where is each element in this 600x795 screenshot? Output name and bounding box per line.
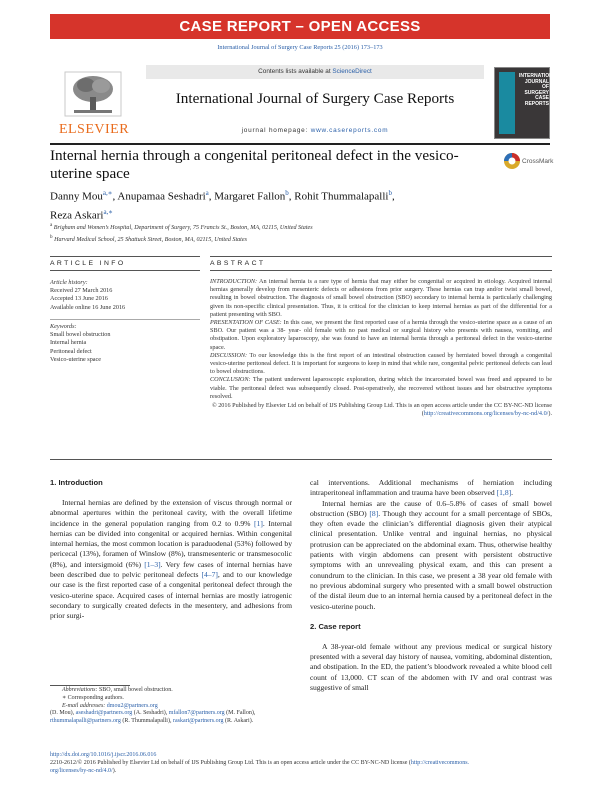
article-history [50, 279, 200, 312]
affiliation [50, 221, 550, 233]
abstract-bottom-rule [50, 459, 552, 460]
crossmark-label: CrossMark [522, 158, 554, 165]
cover-accent-bar [499, 72, 515, 134]
keyword: Peritoneal defect [50, 347, 92, 355]
paragraph-text: cal interventions. Additional mechanisms of herniation including intraperitoneal inflammation and trauma have been observed [310, 478, 552, 498]
keywords-rule [50, 319, 200, 320]
author-list: Danny Mou$^{a,∗}$, Anupamaa Seshadri$^a$, Margaret Fallon$^b$, Rohit Thummalapalli$^b$, Reza Askari$^{a,∗}$ [50, 189, 395, 222]
journal-cover-thumbnail[interactable] [494, 67, 560, 139]
citation-link[interactable]: [1] [254, 518, 263, 528]
abstract-presentation [210, 319, 552, 352]
section-heading-introduction: 1. Introduction [50, 478, 103, 487]
citation-link[interactable]: [1–3] [144, 559, 161, 569]
article-info-top-rule [50, 256, 200, 257]
contents-band [146, 65, 484, 79]
author-affiliation-mark[interactable]: a,∗ [103, 207, 114, 216]
issn-line [50, 760, 550, 768]
article-title: Internal hernia through a congenital peritoneal defect in the vesico-uterine space [50, 147, 459, 182]
author-affiliation-mark[interactable]: a [205, 189, 209, 197]
author-affiliation-mark[interactable]: b [285, 189, 289, 197]
paragraph-text: Internal hernias are the cause of 0.6–5.8% of cases of small bowel obstruction (SBO) [310, 498, 552, 518]
continued-paragraph [310, 478, 552, 499]
email-link[interactable]: mfallon7@partners.org [168, 710, 225, 717]
right-column [310, 478, 552, 693]
journal-homepage [146, 127, 484, 134]
homepage-link[interactable]: www.casereports.com [310, 127, 389, 134]
email-owner: (D. Mou), [50, 710, 76, 717]
abstract-label: CONCLUSION: [210, 376, 251, 384]
journal-title: International Journal of Surgery Case Reports [175, 90, 455, 107]
cover-line: CASE [535, 95, 549, 102]
homepage-prefix: journal homepage: [241, 127, 311, 134]
case-report-banner: CASE REPORT – OPEN ACCESS [50, 14, 550, 39]
abbreviations-label: Abbreviations: [62, 687, 98, 693]
affiliation-mark: a [50, 222, 53, 228]
footnote-rule [50, 685, 130, 686]
abstract-conclusion [210, 376, 552, 401]
license-link[interactable]: org/licenses/by-nc-nd/4.0/ [50, 767, 113, 774]
email-owner: (R. Thummalapalli), [120, 718, 173, 725]
sciencedirect-link[interactable]: ScienceDirect [332, 68, 372, 75]
contents-prefix: Contents lists available at [258, 68, 333, 75]
cover-line: SURGERY [524, 89, 549, 96]
license-link[interactable]: http://creativecommons.org/licenses/by-nc-nd/4.0/ [423, 410, 549, 418]
abstract-text: To our knowledge this is the first report of an intestinal obstruction caused by herniated bowel through a congenital vesico-uterine peritoneal defect. It is important for surgeons to keep in mind that while rare, congenital pelvic peritoneal defects can lead to bowel obstructions. [210, 351, 552, 376]
license-link[interactable]: http://creativecommons. [410, 759, 470, 766]
abstract-text: An internal hernia is a rare type of hernia that may either be congenital or acquired in etiology. Acquired internal hernias generally develop from mesenteric defects or adhesions from prior surgery. These hernias can trap and/or twist small bowel, resulting in bowel obstruction. The diagnosis of small bowel obstruction (SBO) secondary to internal hernia is particularly challenging given its non-specific clinical presentation. Thus, it is critical for the clinician to keep internal hernias as part of the differential for a patient presenting with SBO. [210, 278, 552, 318]
keyword: Vesico-uterine space [50, 355, 102, 363]
abstract-top-rule [210, 256, 552, 257]
author-name[interactable]: Danny Mou [50, 190, 103, 203]
crossmark-badge[interactable] [503, 150, 553, 180]
author-name[interactable]: Rohit Thummalapalli [294, 190, 389, 203]
affiliation-text: Brigham and Women’s Hospital, Department of Surgery, 75 Francis St., Boston, MA, 02115, United States [53, 225, 313, 232]
article-info-heading: ARTICLE INFO [50, 260, 126, 267]
email-link[interactable]: dmou2@partners.org [106, 702, 158, 709]
history-label: Article history: [50, 279, 88, 286]
affiliations [50, 221, 550, 245]
author-affiliation-mark[interactable]: a,∗ [102, 189, 113, 197]
intro-paragraph [50, 498, 292, 622]
history-entry: Available online 16 June 2016 [50, 303, 126, 311]
abstract-body [210, 278, 552, 418]
crossmark-icon [503, 150, 553, 180]
corresponding-note: ∗ Corresponding authors. [62, 694, 124, 701]
issn-text: 2210-2612/© 2016 Published by Elsevier Ltd on behalf of IJS Publishing Group Ltd. This is an open access article under the CC BY-NC-ND license ( [50, 759, 411, 766]
license-text: © 2016 Published by Elsevier Ltd on behalf of IJS Publishing Group Ltd. This is an open access article under the CC BY-NC-ND license ( [211, 402, 552, 418]
journal-header [50, 63, 560, 143]
email-line [50, 718, 292, 726]
keyword: Small bowel obstruction [50, 331, 111, 339]
email-owner: (M. Fallon), [224, 710, 256, 717]
elsevier-logo[interactable] [50, 69, 138, 137]
abstract-text: In this case, we present the first reported case of a hernia through the vesico-uterine space as a cause of an SBO. Our patient was a 38- year- old female with no past medical or surgical history who presents with nausea, vomiting, and obstipation. Upon exploratory laparoscopy, she was found to have an internal hernia through a peritoneal defect in the vesico-uterine space. [210, 319, 553, 351]
history-entry: Received 27 March 2016 [50, 287, 113, 295]
cover-title [519, 73, 560, 108]
doi-link[interactable]: http://dx.doi.org/10.1016/j.ijscr.2016.06.016 [50, 752, 157, 758]
email-link[interactable]: raskari@partners.org [172, 718, 224, 725]
paragraph-text: . Internal hernias can be divided into congenital or acquired hernias. Within congenital internal hernias, the most common location is paraduodenal (53%) followed by pericecal (13%), foramen of Winslow (8%), transmesenteric or transmesocolic (8%), and intersigmoid (6%) [50, 518, 292, 569]
affiliation-text: Harvard Medical School, 25 Shattuck Street, Boston, MA, 02115, United States [54, 237, 247, 244]
keyword: Internal hernia [50, 339, 87, 347]
article-info-rule [50, 270, 200, 271]
abbreviations-note [50, 687, 292, 695]
sbo-paragraph [310, 499, 552, 612]
author-name[interactable]: Reza Askari [50, 209, 104, 222]
email-owner: (A. Seshadri), [132, 710, 169, 717]
abstract-introduction [210, 278, 552, 319]
journal-masthead [146, 63, 484, 143]
abstract-rule [210, 270, 552, 271]
paragraph-text: . Very few cases of internal hernias have been described due to pelvic peritoneal defects [50, 559, 292, 580]
abstract-text: The patient underwent laparoscopic exploration, during which the incarcerated bowel was freed and appeared to be viable. The peritoneal defect was subsequently closed. Post-operatively, she recovered without issues and her obstructive symptoms resolved. [210, 376, 552, 400]
journal-citation-link[interactable]: International Journal of Surgery Case Reports 25 (2016) 173–173 [217, 44, 383, 51]
paragraph-text: . [511, 488, 514, 498]
affiliation-mark: b [50, 234, 53, 241]
abstract-discussion [210, 352, 552, 377]
history-entry: Accepted 13 June 2016 [50, 295, 108, 303]
affiliation [50, 233, 550, 245]
email-label: E-mail addresses: [62, 702, 106, 709]
email-link[interactable]: rthummalapalli@partners.org [50, 718, 121, 725]
citation-link[interactable]: [4–7] [201, 570, 218, 580]
paragraph-text: , and to our knowledge our case is the first reported case of a congenital peritoneal defect through the vesico-uterine space. Acquired cases of internal hernias are mostly iatrogenic secondary to surgically created defects in the mesentery, and adhesions from prior surgi- [50, 570, 292, 621]
author-name[interactable]: Anupamaa Seshadri [117, 190, 206, 203]
abbreviations-text: SBO, small bowel obstruction. [97, 687, 173, 693]
section-heading-case-report: 2. Case report [310, 621, 361, 631]
keywords [50, 323, 200, 364]
elsevier-tree-icon [64, 71, 122, 117]
elsevier-wordmark: ELSEVIER [58, 122, 130, 137]
cover-line: JOURNAL OF [524, 78, 549, 91]
abstract-label: INTRODUCTION: [210, 278, 258, 285]
email-link[interactable]: aseshadri@partners.org [75, 710, 133, 717]
author-name[interactable]: Margaret Fallon [214, 190, 286, 203]
page-footer [50, 752, 550, 775]
keywords-label: Keywords: [50, 323, 77, 330]
abstract-license [210, 402, 552, 418]
abstract-label: DISCUSSION: [210, 351, 248, 359]
header-divider [50, 143, 550, 145]
footnotes [50, 687, 292, 726]
issn-line [50, 768, 550, 776]
paragraph-text: Internal hernias are defined by the extension of viscus through normal or abnormal apertures within the peritoneal cavity, with the overall lifetime incidence in the general population ranging from 0.2 to 0.9% [50, 498, 292, 528]
left-column [50, 478, 292, 622]
abstract-label: PRESENTATION OF CASE: [210, 319, 282, 327]
license-suffix: ). [548, 410, 552, 418]
paragraph-text: . Though they account for a small percentage of SBOs, they often evade the clinician’s differential diagnosis given their atypical clinical presentation. Unlike ventral and inguinal hernias, no physical protrusion can be appreciated on the abdominal exam. Thus, otherwise healthy patients with virgin abdomens can present with persistent obstructive symptoms with an unrevealing physical exam, and this can present a conundrum to the clinician. In this case, we present a 38 year old female with no previous abdominal surgery who presented with a small bowel obstruction of the distal ileum due to an internal hernia caused by a peritoneal defect in the vesico-uterine pouch. [310, 508, 552, 611]
abstract-heading: ABSTRACT [210, 260, 266, 267]
email-owner: (R. Askari). [223, 718, 254, 725]
author-affiliation-mark[interactable]: b [388, 189, 392, 197]
cover-line: REPORTS [524, 100, 549, 107]
citation-link[interactable]: [8] [369, 508, 379, 518]
citation-link[interactable]: [1,8] [496, 488, 512, 498]
case-paragraph: A 38-year-old female without any previous medical or surgical history presented with a several day history of nausea, vomiting, abdominal distention, and obstipation. In the ED, the patient’s bloodwork revealed a white blood cell count of 13,000. CT scan of the abdomen with IV and oral contrast was suggestive of small [310, 641, 552, 693]
cover-line: INTERNATIONAL [519, 73, 560, 79]
issn-suffix: ). [112, 767, 117, 774]
